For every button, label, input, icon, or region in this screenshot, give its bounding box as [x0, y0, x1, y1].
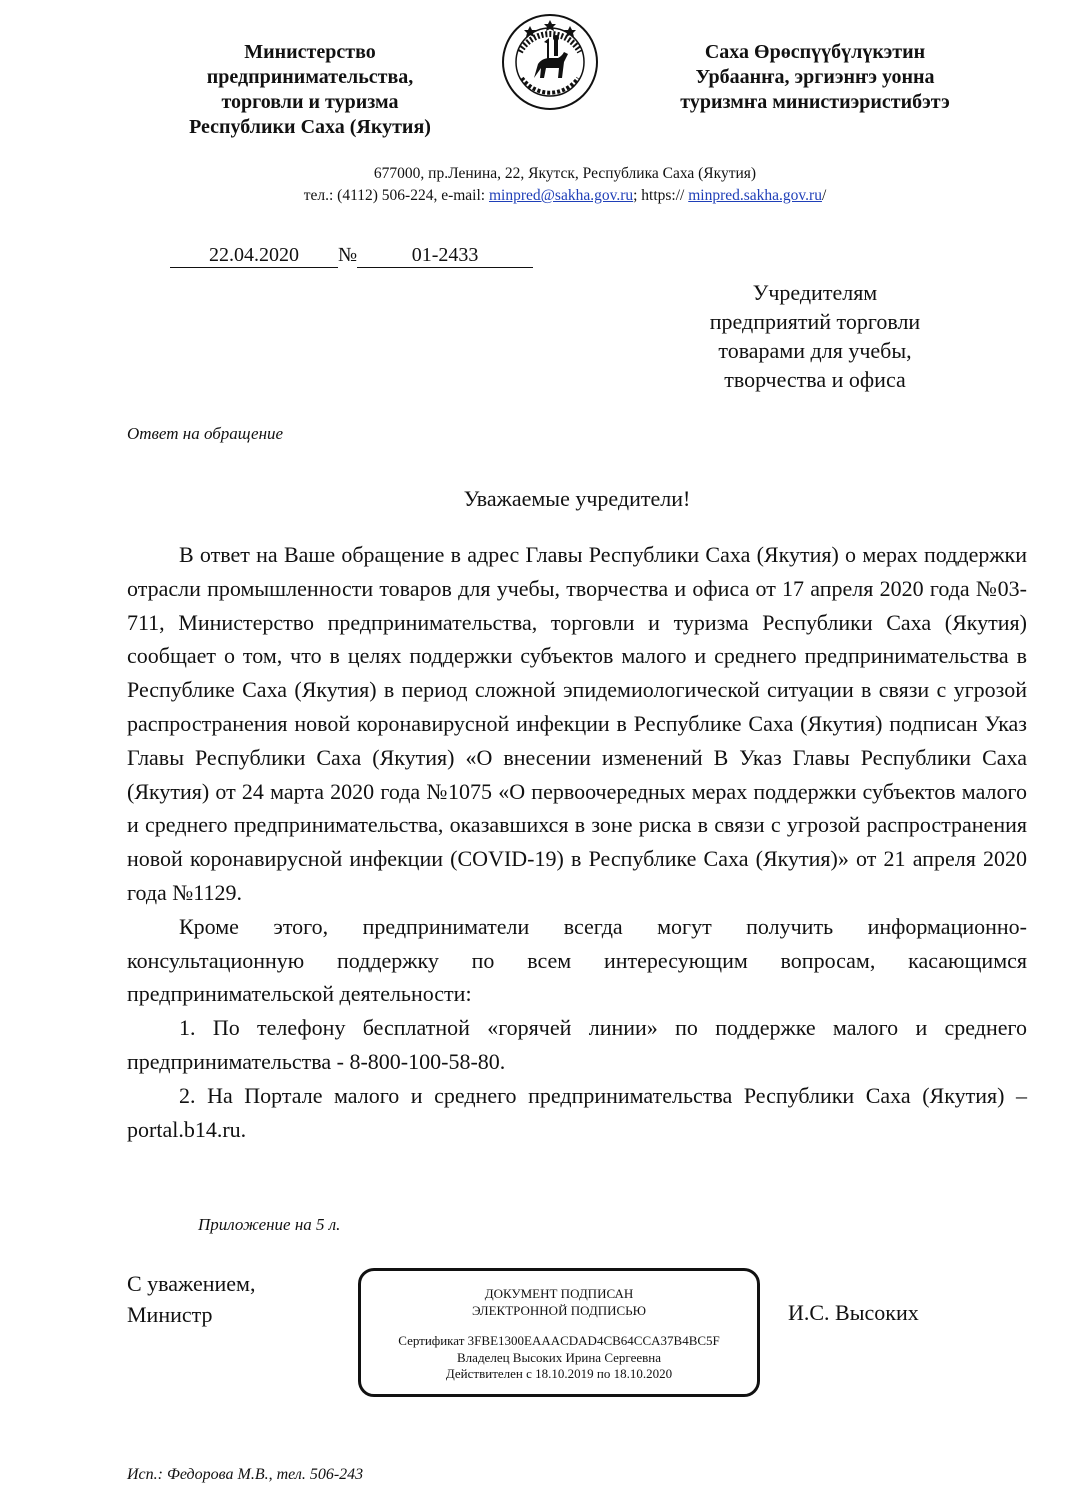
- ministry-name-sakha: [640, 40, 990, 115]
- greeting: Уважаемые учредители!: [463, 486, 691, 511]
- subject-line: Ответ на обращение: [127, 424, 284, 443]
- ministry-name-ru-line: Республики Саха (Якутия): [189, 116, 431, 138]
- coat-of-arms-icon: [500, 12, 600, 112]
- ministry-name-sakha-line: Саха Өрөспүүбүлүкэтин: [704, 41, 926, 63]
- ministry-name-ru-line: предпринимательства,: [206, 66, 414, 88]
- ministry-name-sakha-line: туризмҥа министиэристибэтэ: [680, 91, 950, 113]
- body-paragraph: 1. По телефону бесплатной «горячей линии» по поддержке малого и среднего предпринимательства - 8-800-100-58-80.: [127, 1015, 1027, 1074]
- stamp-validity: Действителен с 18.10.2019 по 18.10.2020: [445, 1366, 673, 1381]
- stamp-owner: Владелец Высоких Ирина Сергеевна: [457, 1349, 661, 1365]
- signer-position: Министр: [127, 1302, 213, 1327]
- stamp-title: ЭЛЕКТРОННОЙ ПОДПИСЬЮ: [472, 1302, 646, 1318]
- body-paragraph: 2. На Портале малого и среднего предпринимательства Республики Саха (Якутия) – portal.b14.ru.: [127, 1082, 1027, 1142]
- signer-name: И.С. Высоких: [788, 1300, 919, 1325]
- recipient-line: Учредителям: [752, 280, 878, 305]
- electronic-signature-stamp: [358, 1268, 760, 1397]
- executor-note: Исп.: Федорова М.В., тел. 506-243: [127, 1466, 364, 1483]
- site-suffix: /: [821, 187, 827, 204]
- recipient-line: творчества и офиса: [724, 367, 906, 392]
- signature-block: [127, 1268, 255, 1330]
- document-date: 22.04.2020: [170, 244, 338, 268]
- ministry-name-sakha-line: Урбаанҥа, эргиэнҥэ уонна: [695, 66, 935, 88]
- contacts-line: [150, 185, 980, 207]
- recipient-block: [640, 278, 990, 394]
- letter-body: [127, 538, 1027, 1146]
- phone-text: тел.: (4112) 506-224, e-mail:: [303, 187, 489, 204]
- website-link[interactable]: minpred.sakha.gov.ru: [688, 187, 822, 204]
- body-paragraph: Кроме этого, предприниматели всегда могут получить информационно-консультационную поддержку по всем интересующим вопросам, касающимся предпринимательской деятельности:: [127, 913, 1027, 1007]
- ministry-name-ru: [150, 40, 470, 140]
- stamp-title: ДОКУМЕНТ ПОДПИСАН: [484, 1286, 634, 1301]
- number-sign: №: [338, 244, 358, 266]
- registration-line: [170, 244, 533, 268]
- document-number: 01-2433: [357, 244, 533, 268]
- attachment-note: Приложение на 5 л.: [198, 1215, 341, 1234]
- recipient-line: товарами для учебы,: [718, 338, 912, 363]
- email-link[interactable]: minpred@sakha.gov.ru: [488, 187, 634, 204]
- body-paragraph: В ответ на Ваше обращение в адрес Главы Республики Саха (Якутия) о мерах поддержки отрасли промышленности товаров для учебы, творчества и офиса от 17 апреля 2020 года №03-711, Министерство предпринимательства, торговли и туризма Республики Саха (Якутия) сообщает о том, что в целях поддержки субъектов малого и среднего предпринимательства в Республике Саха (Якутия) в период сложной эпидемиологической ситуации в связи с угрозой распространения новой коронавирусной инфекции в Республике Саха (Якутия) подписан Указ Главы Республики Саха (Якутия) «О внесении изменений В Указ Главы Республики Саха (Якутия) от 24 марта 2020 года №1075 «О первоочередных мерах поддержки субъектов малого и среднего предпринимательства, оказавшихся в зоне риска в связи с угрозой распространения новой коронавирусной инфекции (COVID-19) в Республике Саха (Якутия)» от 21 апреля 2020 года №1129.: [127, 542, 1027, 905]
- closing-phrase: С уважением,: [127, 1271, 256, 1296]
- ministry-name-ru-line: Министерство: [244, 41, 376, 63]
- address-line: 677000, пр.Ленина, 22, Якутск, Республика Саха (Якутия): [373, 165, 757, 182]
- ministry-name-ru-line: торговли и туризма: [221, 91, 399, 113]
- stamp-certificate: Сертификат 3FBE1300EAAACDAD4CB64CCA37B4BC5F: [398, 1333, 720, 1348]
- site-prefix: ; https://: [633, 187, 689, 204]
- recipient-line: предприятий торговли: [709, 309, 921, 334]
